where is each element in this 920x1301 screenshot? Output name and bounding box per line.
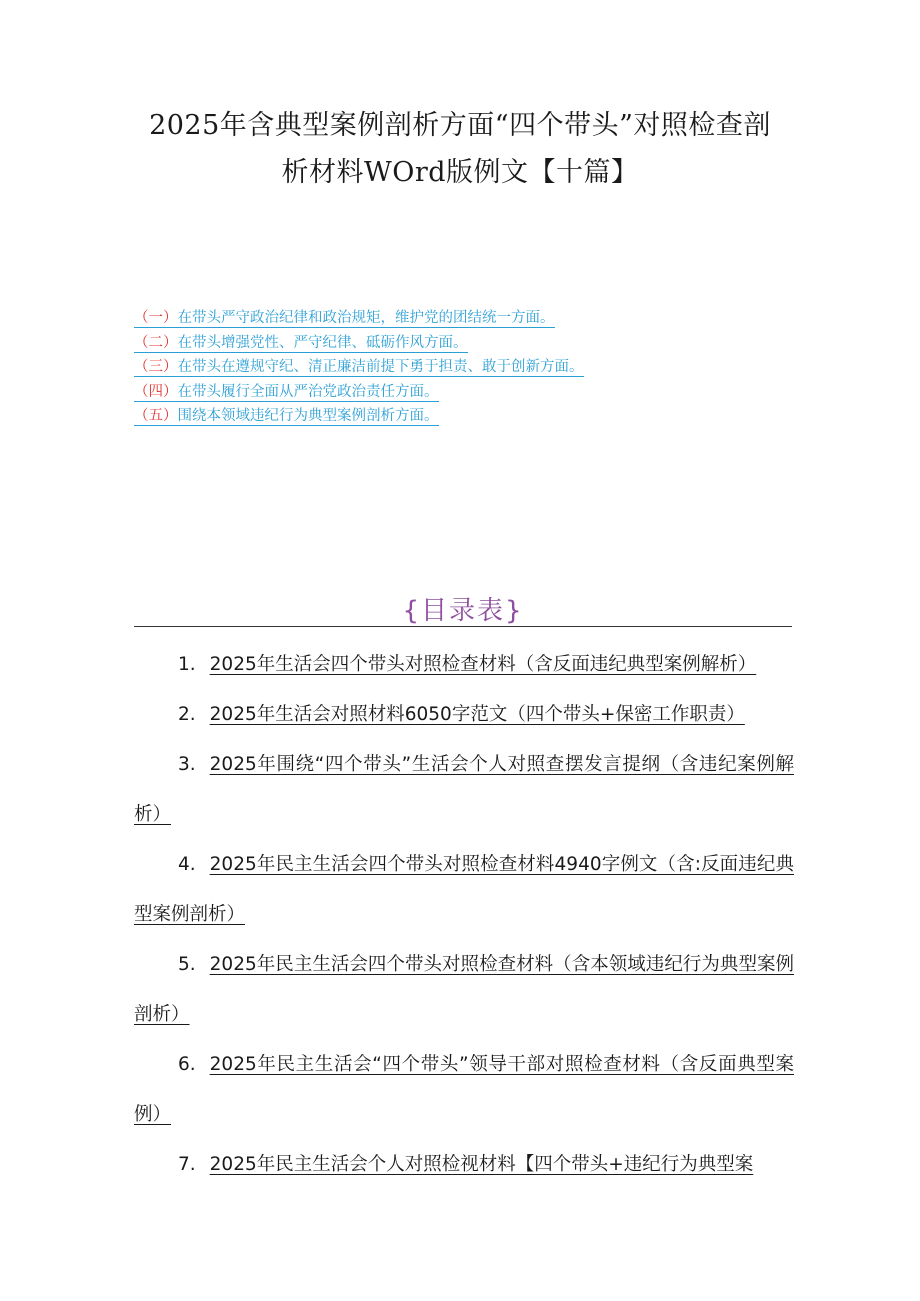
toc-entry-2[interactable]	[134, 690, 794, 740]
toc-entry-number: 4.	[178, 854, 196, 875]
toc-entry-number: 5.	[178, 954, 196, 975]
toc-entry-link[interactable]: 2025年生活会对照材料6050字范文（四个带头+保密工作职责）	[209, 704, 745, 725]
outline-text: 在带头在遵规守纪、清正廉洁前提下勇于担责、敢于创新方面。	[177, 359, 584, 375]
outline-link-1[interactable]	[134, 307, 734, 332]
toc-entry-number: 2.	[178, 704, 196, 725]
toc-entry-3[interactable]	[134, 740, 794, 840]
title-line-2: 析材料WOrd版例文【十篇】	[281, 157, 639, 188]
outline-link-5[interactable]	[134, 405, 734, 430]
outline-number: （一）	[134, 310, 178, 326]
toc-entry-link[interactable]: 2025年民主生活会四个带头对照检查材料4940字例文（含:反面违纪典型案例剖析）	[134, 854, 794, 925]
toc-entry-number: 6.	[178, 1054, 196, 1075]
outline-link-2[interactable]	[134, 332, 734, 357]
toc-entry-link[interactable]: 2025年生活会四个带头对照检查材料（含反面违纪典型案例解析）	[209, 654, 757, 675]
outline-number: （四）	[134, 383, 178, 400]
toc-list	[134, 640, 794, 1190]
outline-number: （三）	[134, 359, 178, 375]
toc-entry-link[interactable]: 2025年民主生活会四个带头对照检查材料（含本领域违纪行为典型案例剖析）	[134, 954, 794, 1025]
toc-entry-6[interactable]	[134, 1040, 794, 1140]
outline-link-3[interactable]	[134, 356, 734, 381]
toc-entry-number: 7.	[178, 1154, 196, 1175]
toc-entry-1[interactable]	[134, 640, 794, 690]
toc-heading: {目录表}	[402, 596, 524, 626]
outline-number: （五）	[134, 408, 178, 424]
outline-text: 在带头增强党性、严守纪律、砥砺作风方面。	[177, 334, 468, 351]
title-line-1: 2025年含典型案例剖析方面“四个带头”对照检查剖	[149, 110, 771, 141]
outline-text: 在带头履行全面从严治党政治责任方面。	[177, 383, 439, 400]
toc-entry-link[interactable]: 2025年围绕“四个带头”生活会个人对照查摆发言提纲（含违纪案例解析）	[134, 754, 794, 825]
outline-number: （二）	[134, 334, 178, 351]
toc-entry-number: 1.	[178, 654, 196, 675]
outline-text: 围绕本领域违纪行为典型案例剖析方面。	[177, 408, 439, 424]
toc-entry-5[interactable]	[134, 940, 794, 1040]
outline-list	[134, 307, 734, 430]
toc-entry-link[interactable]: 2025年民主生活会“四个带头”领导干部对照检查材料（含反面典型案例）	[134, 1054, 794, 1125]
toc-entry-7[interactable]	[134, 1140, 794, 1190]
toc-entry-4[interactable]	[134, 840, 794, 940]
toc-entry-number: 3.	[178, 754, 196, 775]
outline-link-4[interactable]	[134, 381, 734, 406]
outline-text: 在带头严守政治纪律和政治规矩，维护党的团结统一方面。	[177, 310, 555, 326]
toc-entry-link[interactable]: 2025年民主生活会个人对照检视材料【四个带头+违纪行为典型案	[209, 1154, 754, 1175]
toc-divider	[134, 626, 792, 627]
